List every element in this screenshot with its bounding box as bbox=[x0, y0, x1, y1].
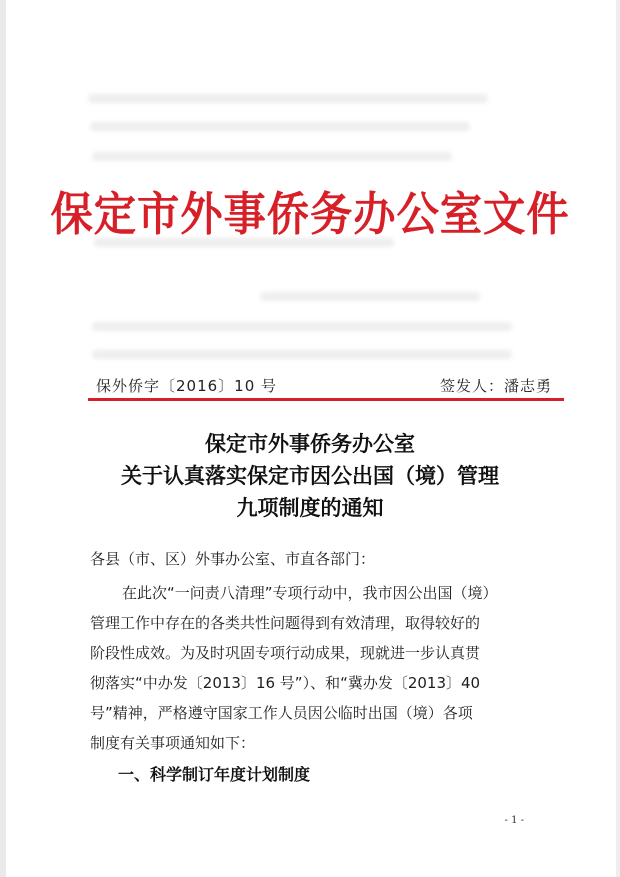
document-info-line bbox=[96, 375, 562, 397]
body-paragraph-line: 号”精神，严格遵守国家工作人员因公临时出国（境）各项 bbox=[90, 704, 473, 722]
bleed-through-line bbox=[260, 292, 480, 301]
body-paragraph-line: 在此次“一问责八清理”专项行动中，我市因公出国（境） bbox=[122, 584, 498, 602]
body-paragraph-line: 制度有关事项通知如下： bbox=[90, 734, 256, 752]
page-number: - 1 - bbox=[504, 815, 524, 826]
document-number: 保外侨字〔2016〕10 号 bbox=[96, 377, 278, 395]
bleed-through-line bbox=[90, 122, 470, 131]
signer: 签发人：潘志勇 bbox=[439, 377, 552, 395]
bleed-through-line bbox=[92, 350, 512, 359]
title-line-2: 关于认真落实保定市因公出国（境）管理 bbox=[121, 463, 499, 488]
body-paragraph-line: 彻落实“中办发〔2013〕16 号”）、和“冀办发〔2013〕40 bbox=[90, 674, 481, 692]
bleed-through-line bbox=[88, 94, 488, 103]
bleed-through-line bbox=[92, 322, 512, 331]
document-masthead: 保定市外事侨务办公室文件 bbox=[50, 187, 570, 241]
body-paragraph-line: 管理工作中存在的各类共性问题得到有效清理，取得较好的 bbox=[90, 614, 481, 632]
salutation: 各县（市、区）外事办公室、市直各部门： bbox=[90, 550, 376, 568]
title-line-1: 保定市外事侨务办公室 bbox=[205, 431, 415, 456]
red-separator-line bbox=[88, 398, 564, 401]
section-heading: 一、科学制订年度计划制度 bbox=[118, 765, 311, 784]
title-line-3: 九项制度的通知 bbox=[236, 495, 384, 520]
bleed-through-line bbox=[92, 152, 452, 161]
body-paragraph-line: 阶段性成效。为及时巩固专项行动成果，现就进一步认真贯 bbox=[90, 644, 481, 662]
